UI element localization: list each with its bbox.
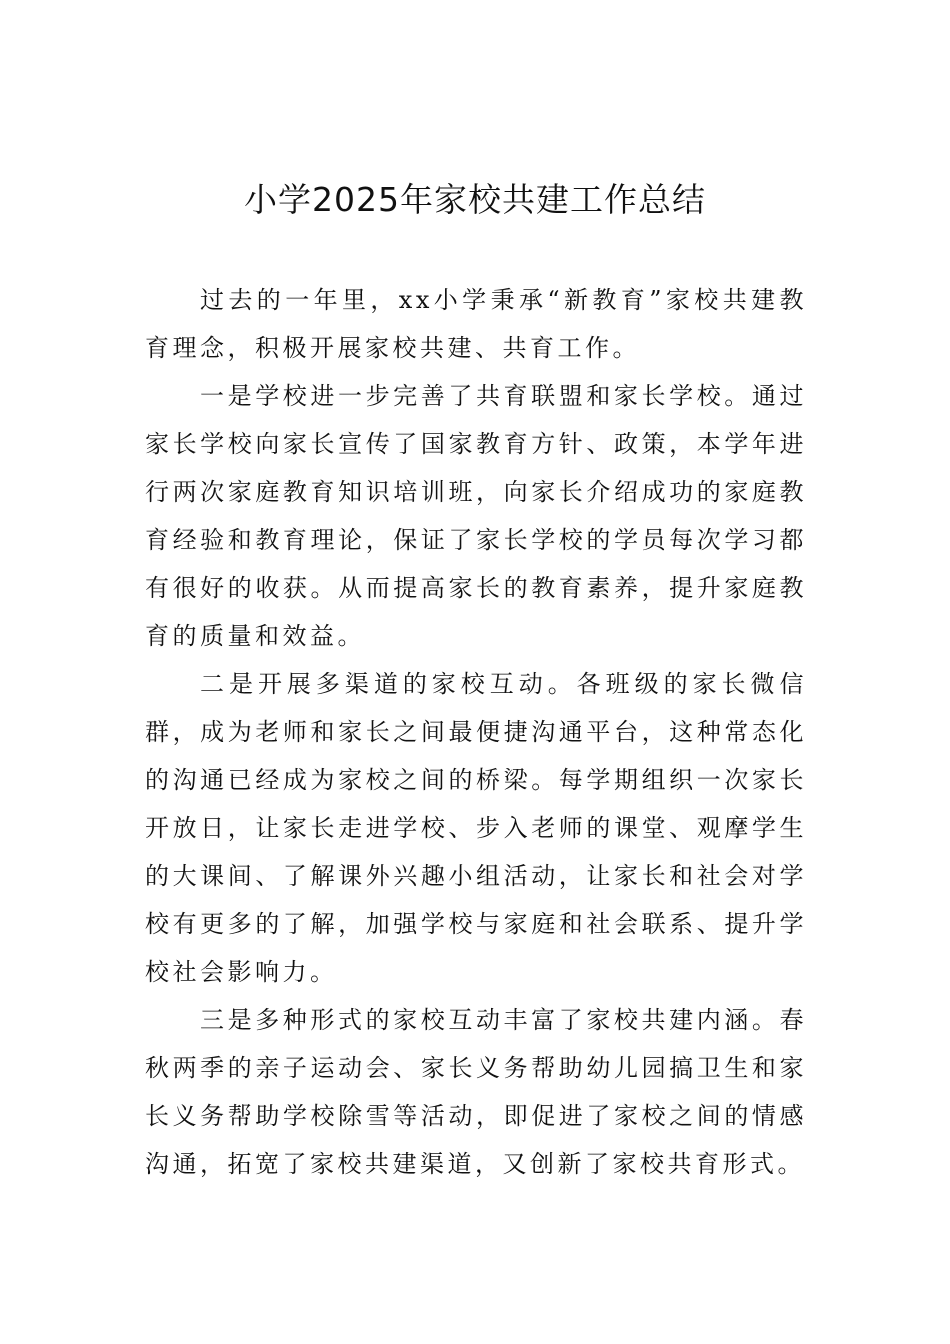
paragraph-intro: 过去的一年里，xx小学秉承“新教育”家校共建教育理念，积极开展家校共建、共育工作。	[145, 286, 807, 362]
paragraph-third-point: 三是多种形式的家校互动丰富了家校共建内涵。春秋两季的亲子运动会、家长义务帮助幼儿园搞卫生和家长义务帮助学校除雪等活动，即促进了家校之间的情感沟通，拓宽了家校共建渠道，又创新了家校共育形式。	[145, 1006, 807, 1178]
paragraph-second-point: 二是开展多渠道的家校互动。各班级的家长微信群，成为老师和家长之间最便捷沟通平台，这种常态化的沟通已经成为家校之间的桥梁。每学期组织一次家长开放日，让家长走进学校、步入老师的课堂、观摩学生的大课间、了解课外兴趣小组活动，让家长和社会对学校有更多的了解，加强学校与家庭和社会联系、提升学校社会影响力。	[145, 670, 807, 986]
document-title: 小学2025年家校共建工作总结	[244, 180, 706, 219]
paragraph-first-point: 一是学校进一步完善了共育联盟和家长学校。通过家长学校向家长宣传了国家教育方针、政策，本学年进行两次家庭教育知识培训班，向家长介绍成功的家庭教育经验和教育理论，保证了家长学校的学员每次学习都有很好的收获。从而提高家长的教育素养，提升家庭教育的质量和效益。	[145, 382, 807, 650]
document-body	[145, 276, 807, 1188]
